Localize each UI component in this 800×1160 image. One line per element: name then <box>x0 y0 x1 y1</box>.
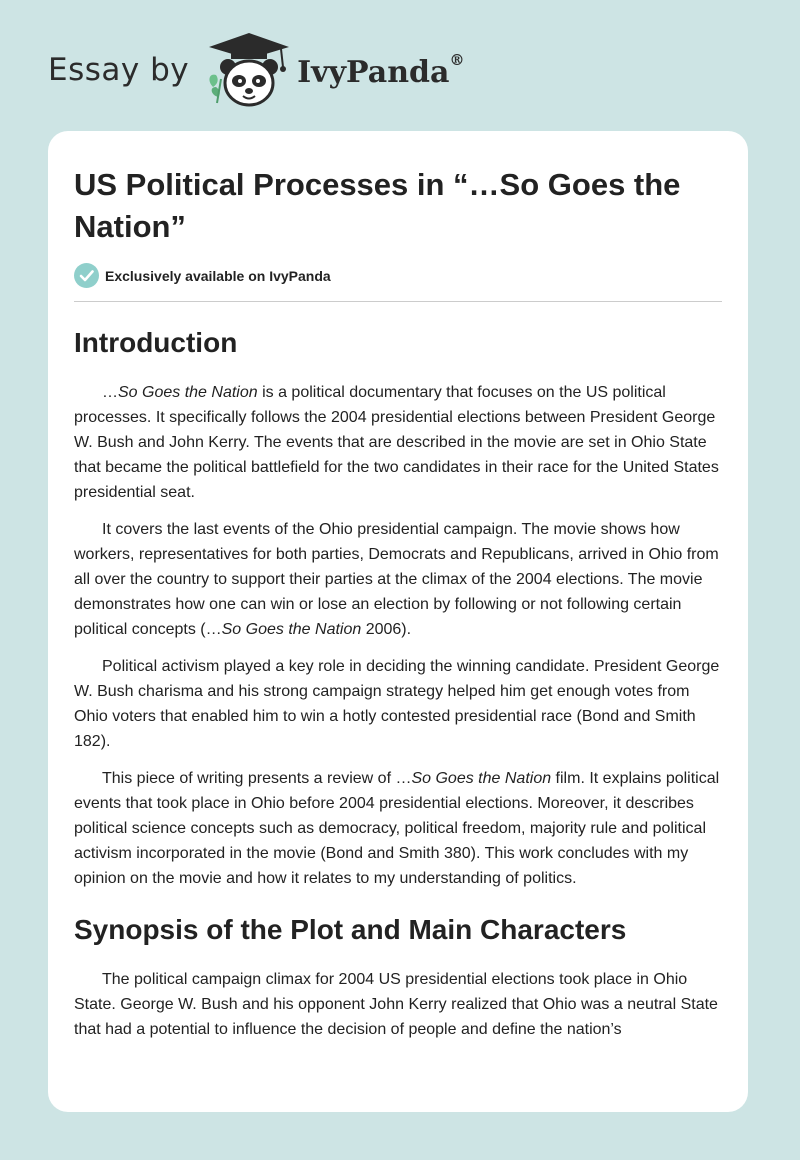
paragraph: It covers the last events of the Ohio presidential campaign. The movie shows how workers, representatives for both parties, Democrats and Republicans, arrived in Ohio from all over the country to support their parties at the climax of the 2004 elections. The movie demonstrates how one can win or lose an election by following or not following certain political concepts (…So Goes the Nation 2006). <box>74 521 719 638</box>
exclusive-badge <box>74 263 722 302</box>
paragraph: Political activism played a key role in deciding the winning candidate. President George W. Bush charisma and his strong campaign strategy helped him get enough votes from Ohio voters that enabled him to win a hotly contested presidential race (Bond and Smith 182). <box>74 658 720 750</box>
site-header <box>48 30 464 110</box>
paragraph: …So Goes the Nation is a political documentary that focuses on the US political processes. It specifically follows the 2004 presidential elections between President George W. Bush and John Kerry. The events that are described in the movie are set in Ohio State that became the political battlefield for the two candidates in their race for the United States presidential seat. <box>74 384 719 501</box>
article-card <box>48 131 748 1112</box>
essay-by-label: Essay by <box>48 52 190 88</box>
article-title: US Political Processes in “…So Goes the Nation” <box>74 167 681 244</box>
exclusive-badge-text: Exclusively available on IvyPanda <box>105 267 331 284</box>
section-heading-introduction: Introduction <box>74 327 238 358</box>
panda-graduate-icon <box>203 31 295 109</box>
section-heading-synopsis: Synopsis of the Plot and Main Characters <box>74 914 627 945</box>
brand-name: IvyPanda® <box>297 50 465 90</box>
paragraph: This piece of writing presents a review of …So Goes the Nation film. It explains political events that took place in Ohio before 2004 presidential elections. Moreover, it describes political science concepts such as democracy, political freedom, majority rule and political activism incorporated in the movie (Bond and Smith 380). This work concludes with my opinion on the movie and how it relates to my understanding of politics. <box>74 770 720 887</box>
paragraph: The political campaign climax for 2004 US presidential elections took place in Ohio State. George W. Bush and his opponent John Kerry realized that Ohio was a neutral State that had a potential to influence the decision of people and define the nation’s <box>74 971 718 1038</box>
check-circle-icon <box>74 263 99 288</box>
